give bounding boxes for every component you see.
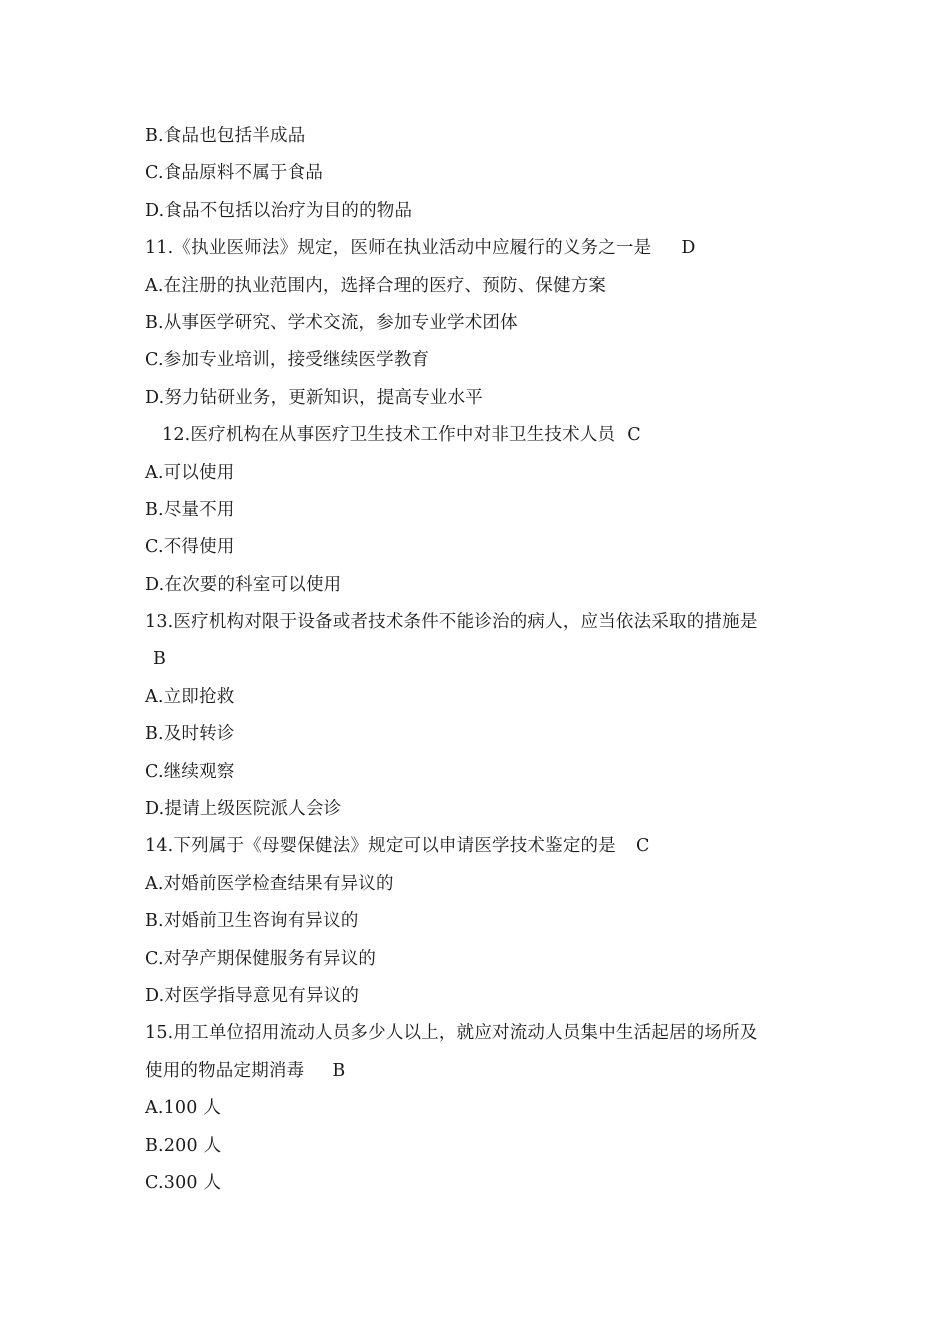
option-d-q14 [145, 978, 815, 1015]
answer-key: C [627, 425, 641, 446]
option-c-q11 [145, 342, 815, 379]
line-text: B.尽量不用 [145, 499, 235, 520]
document-body [145, 118, 815, 1202]
option-c-q14 [145, 941, 815, 978]
option-d-q11 [145, 380, 815, 417]
option-b-q10 [145, 118, 815, 155]
line-text: D.提请上级医院派人会诊 [145, 799, 342, 820]
line-text: D.努力钻研业务，更新知识，提高专业水平 [145, 387, 483, 408]
line-text: D.食品不包括以治疗为目的的物品 [145, 200, 413, 221]
line-text: A.100 人 [145, 1098, 222, 1119]
question-text: 13.医疗机构对限于设备或者技术条件不能诊治的病人，应当依法采取的措施是 [145, 612, 758, 633]
option-c-q12 [145, 529, 815, 566]
option-d-q10 [145, 193, 815, 230]
option-c-q13 [145, 754, 815, 791]
line-text: C.对孕产期保健服务有异议的 [145, 948, 377, 969]
question-text: 使用的物品定期消毒 [145, 1060, 305, 1081]
question-14 [145, 828, 815, 865]
question-12 [145, 417, 815, 454]
option-b-q12 [145, 492, 815, 529]
line-text: A.立即抢救 [145, 686, 235, 707]
line-text: D.在次要的科室可以使用 [145, 574, 342, 595]
question-text: 12.医疗机构在从事医疗卫生技术工作中对非卫生技术人员 [162, 425, 616, 446]
line-text: B.从事医学研究、学术交流，参加专业学术团体 [145, 312, 518, 333]
answer-key: B [332, 1060, 346, 1081]
question-13 [145, 604, 815, 641]
line-text: C.继续观察 [145, 761, 235, 782]
question-15-continuation [145, 1053, 815, 1090]
question-15 [145, 1015, 815, 1052]
question-13-continuation [145, 641, 815, 678]
answer-key: C [635, 836, 650, 857]
question-text: 11.《执业医师法》规定，医师在执业活动中应履行的义务之一是 [145, 238, 652, 259]
line-text: C.参加专业培训，接受继续医学教育 [145, 350, 430, 371]
line-text: B.对婚前卫生咨询有异议的 [145, 911, 359, 932]
option-b-q14 [145, 903, 815, 940]
line-text: C.食品原料不属于食品 [145, 163, 324, 184]
option-a-q11 [145, 268, 815, 305]
line-text: B.食品也包括半成品 [145, 126, 306, 146]
question-text: 15.用工单位招用流动人员多少人以上，就应对流动人员集中生活起居的场所及 [145, 1023, 758, 1044]
option-a-q14 [145, 866, 815, 903]
line-text: A.可以使用 [145, 462, 235, 483]
answer-key: B [153, 649, 167, 670]
option-a-q13 [145, 679, 815, 716]
line-text: A.对婚前医学检查结果有异议的 [145, 873, 394, 894]
option-c-q10 [145, 155, 815, 192]
line-text: B.200 人 [145, 1135, 222, 1156]
option-b-q13 [145, 716, 815, 753]
question-text: 14.下列属于《母婴保健法》规定可以申请医学技术鉴定的是 [145, 836, 616, 857]
question-11 [145, 230, 815, 267]
line-text: C.不得使用 [145, 537, 235, 558]
option-a-q15 [145, 1090, 815, 1127]
line-text: C.300 人 [145, 1172, 222, 1193]
answer-key: D [681, 238, 696, 259]
option-b-q15 [145, 1128, 815, 1165]
option-c-q15 [145, 1165, 815, 1202]
option-d-q13 [145, 791, 815, 828]
line-text: A.在注册的执业范围内，选择合理的医疗、预防、保健方案 [145, 275, 607, 296]
option-b-q11 [145, 305, 815, 342]
option-a-q12 [145, 455, 815, 492]
line-text: D.对医学指导意见有异议的 [145, 985, 360, 1006]
line-text: B.及时转诊 [145, 724, 235, 745]
option-d-q12 [145, 567, 815, 604]
